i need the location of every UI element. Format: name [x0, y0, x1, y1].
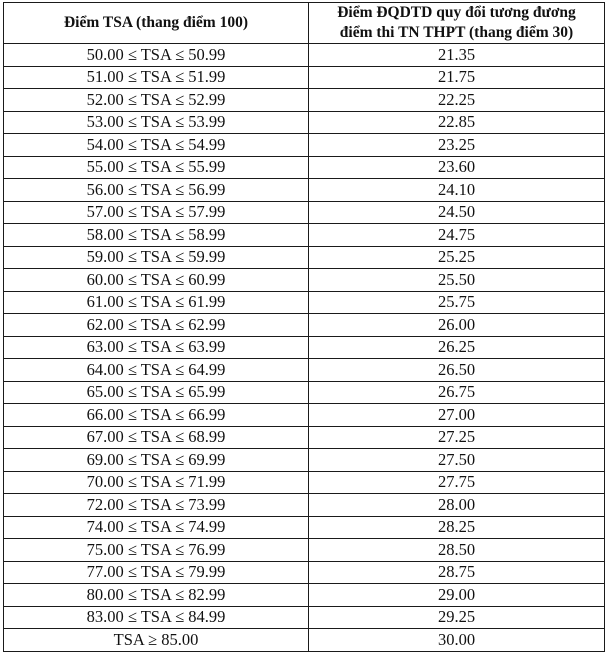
tsa-range-cell: 53.00 ≤ TSA ≤ 53.99 [4, 111, 309, 134]
tsa-range-cell: 69.00 ≤ TSA ≤ 69.99 [4, 449, 309, 472]
tsa-range-cell: 59.00 ≤ TSA ≤ 59.99 [4, 246, 309, 269]
table-row [4, 66, 605, 89]
converted-score-cell: 27.00 [309, 404, 605, 427]
table-row [4, 314, 605, 337]
score-conversion-table [3, 2, 605, 652]
converted-score-cell: 21.35 [309, 44, 605, 67]
table-row [4, 449, 605, 472]
table-row [4, 44, 605, 67]
header-converted-score-line1: Điểm ĐQDTD quy đổi tương đương [337, 4, 576, 21]
converted-score-cell: 23.25 [309, 134, 605, 157]
tsa-range-cell: 60.00 ≤ TSA ≤ 60.99 [4, 269, 309, 292]
converted-score-cell: 26.50 [309, 359, 605, 382]
tsa-range-cell: 56.00 ≤ TSA ≤ 56.99 [4, 179, 309, 202]
table-row [4, 201, 605, 224]
tsa-range-cell: 64.00 ≤ TSA ≤ 64.99 [4, 359, 309, 382]
tsa-range-cell: 65.00 ≤ TSA ≤ 65.99 [4, 381, 309, 404]
header-converted-score [309, 3, 605, 44]
converted-score-cell: 27.25 [309, 426, 605, 449]
tsa-range-cell: 80.00 ≤ TSA ≤ 82.99 [4, 584, 309, 607]
table-row [4, 471, 605, 494]
table-row [4, 539, 605, 562]
tsa-range-cell: 77.00 ≤ TSA ≤ 79.99 [4, 561, 309, 584]
header-converted-score-line2: điểm thi TN THPT (thang điểm 30) [339, 24, 574, 41]
converted-score-cell: 25.50 [309, 269, 605, 292]
converted-score-cell: 24.10 [309, 179, 605, 202]
tsa-range-cell: 52.00 ≤ TSA ≤ 52.99 [4, 89, 309, 112]
converted-score-cell: 30.00 [309, 629, 605, 652]
table-body [4, 44, 605, 652]
tsa-range-cell: 74.00 ≤ TSA ≤ 74.99 [4, 516, 309, 539]
converted-score-cell: 26.00 [309, 314, 605, 337]
tsa-range-cell: 62.00 ≤ TSA ≤ 62.99 [4, 314, 309, 337]
tsa-range-cell: 57.00 ≤ TSA ≤ 57.99 [4, 201, 309, 224]
tsa-range-cell: 54.00 ≤ TSA ≤ 54.99 [4, 134, 309, 157]
tsa-range-cell: 75.00 ≤ TSA ≤ 76.99 [4, 539, 309, 562]
converted-score-cell: 22.25 [309, 89, 605, 112]
table-row [4, 291, 605, 314]
converted-score-cell: 26.25 [309, 336, 605, 359]
table-row [4, 606, 605, 629]
converted-score-cell: 24.50 [309, 201, 605, 224]
table-row [4, 584, 605, 607]
table-row [4, 359, 605, 382]
tsa-range-cell: 55.00 ≤ TSA ≤ 55.99 [4, 156, 309, 179]
tsa-range-cell: 61.00 ≤ TSA ≤ 61.99 [4, 291, 309, 314]
tsa-range-cell: 51.00 ≤ TSA ≤ 51.99 [4, 66, 309, 89]
table-header-row [4, 3, 605, 44]
tsa-range-cell: 70.00 ≤ TSA ≤ 71.99 [4, 471, 309, 494]
table-row [4, 224, 605, 247]
tsa-range-cell: 83.00 ≤ TSA ≤ 84.99 [4, 606, 309, 629]
table-row [4, 516, 605, 539]
converted-score-cell: 27.75 [309, 471, 605, 494]
tsa-range-cell: 67.00 ≤ TSA ≤ 68.99 [4, 426, 309, 449]
table-row [4, 494, 605, 517]
tsa-range-cell: 66.00 ≤ TSA ≤ 66.99 [4, 404, 309, 427]
converted-score-cell: 25.75 [309, 291, 605, 314]
table-row [4, 381, 605, 404]
converted-score-cell: 23.60 [309, 156, 605, 179]
table-row [4, 629, 605, 652]
header-tsa-score: Điểm TSA (thang điểm 100) [4, 3, 309, 44]
converted-score-cell: 26.75 [309, 381, 605, 404]
converted-score-cell: 27.50 [309, 449, 605, 472]
tsa-range-cell: 63.00 ≤ TSA ≤ 63.99 [4, 336, 309, 359]
table-row [4, 179, 605, 202]
table-row [4, 269, 605, 292]
tsa-range-cell: 58.00 ≤ TSA ≤ 58.99 [4, 224, 309, 247]
table-row [4, 134, 605, 157]
converted-score-cell: 29.00 [309, 584, 605, 607]
table-row [4, 89, 605, 112]
converted-score-cell: 21.75 [309, 66, 605, 89]
converted-score-cell: 24.75 [309, 224, 605, 247]
converted-score-cell: 28.25 [309, 516, 605, 539]
tsa-range-cell: TSA ≥ 85.00 [4, 629, 309, 652]
table-row [4, 561, 605, 584]
table-row [4, 404, 605, 427]
table-row [4, 426, 605, 449]
converted-score-cell: 29.25 [309, 606, 605, 629]
converted-score-cell: 28.00 [309, 494, 605, 517]
converted-score-cell: 22.85 [309, 111, 605, 134]
tsa-range-cell: 50.00 ≤ TSA ≤ 50.99 [4, 44, 309, 67]
tsa-range-cell: 72.00 ≤ TSA ≤ 73.99 [4, 494, 309, 517]
converted-score-cell: 28.75 [309, 561, 605, 584]
table-row [4, 336, 605, 359]
table-row [4, 156, 605, 179]
table-row [4, 111, 605, 134]
converted-score-cell: 25.25 [309, 246, 605, 269]
converted-score-cell: 28.50 [309, 539, 605, 562]
table-row [4, 246, 605, 269]
